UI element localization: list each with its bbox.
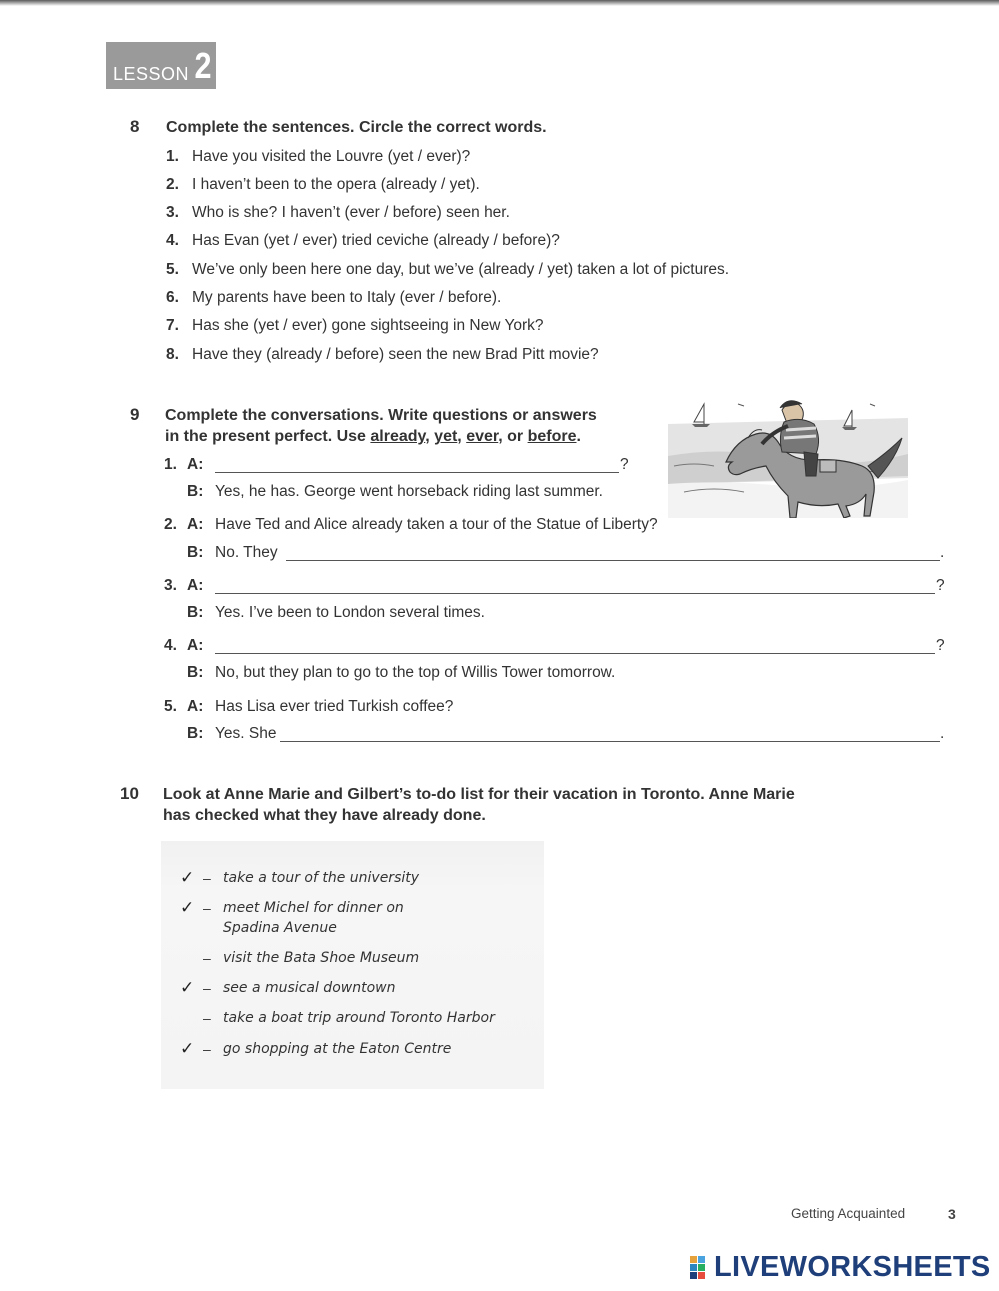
conv-5-b-end: . (940, 725, 945, 742)
conv-5-a-text: Has Lisa ever tried Turkish coffee? (215, 698, 454, 715)
conv-1-number: 1. (164, 456, 177, 473)
item-number: 4. (166, 232, 179, 249)
exercise-9-title-line1: Complete the conversations. Write questions or answers (165, 407, 597, 424)
conv-3-b-label: B: (187, 604, 204, 621)
lesson-number: 2 (194, 45, 212, 86)
ex8-item-1 (166, 148, 470, 166)
title-or: , or (498, 428, 524, 445)
word-already: already (370, 428, 426, 445)
conv-3-a-end: ? (936, 577, 945, 594)
exercise-8-title: Complete the sentences. Circle the correct words. (166, 119, 547, 136)
item-number: 6. (166, 289, 179, 306)
conv-5-b-answer-line[interactable] (280, 741, 940, 742)
item-text[interactable]: Has Evan (yet / ever) tried ceviche (already / before)? (192, 232, 560, 249)
todo-dash: – (203, 900, 211, 916)
item-number: 5. (166, 261, 179, 278)
item-text[interactable]: Have they (already / before) seen the new Brad Pitt movie? (192, 346, 599, 363)
footer-section-title: Getting Acquainted (791, 1206, 906, 1221)
lesson-tab (106, 42, 216, 89)
conv-4-a-label: A: (187, 637, 204, 654)
ex8-item-8 (166, 346, 599, 364)
item-number: 1. (166, 148, 179, 165)
check-icon: ✓ (180, 898, 195, 917)
todo-item-2: meet Michel for dinner on (223, 900, 404, 916)
todo-item-3: visit the Bata Shoe Museum (223, 950, 420, 966)
item-number: 2. (166, 176, 179, 193)
conv-1-a-end: ? (620, 456, 629, 473)
todo-dash: – (203, 1041, 211, 1057)
title-period: . (576, 428, 581, 445)
conv-2-a-text: Have Ted and Alice already taken a tour of the Statue of Liberty? (215, 516, 658, 533)
conv-3-number: 3. (164, 577, 177, 594)
conv-5-number: 5. (164, 698, 177, 715)
liveworksheets-grid-icon (690, 1256, 716, 1282)
item-text[interactable]: Has she (yet / ever) gone sightseeing in New York? (192, 317, 544, 334)
ex8-item-4 (166, 232, 560, 250)
exercise-10-number: 10 (120, 784, 139, 803)
conv-5-b-text: Yes. She (215, 725, 277, 742)
conv-1-b-text: Yes, he has. George went horseback riding last summer. (215, 483, 603, 500)
conv-3-b-text: Yes. I’ve been to London several times. (215, 604, 485, 621)
conv-3-a-answer-line[interactable] (215, 593, 935, 594)
item-number: 7. (166, 317, 179, 334)
conv-4-number: 4. (164, 637, 177, 654)
item-number: 8. (166, 346, 179, 363)
check-icon: ✓ (180, 868, 195, 887)
word-yet: yet (434, 428, 458, 445)
word-ever: ever (466, 428, 499, 445)
exercise-10-title-line1: Look at Anne Marie and Gilbert’s to-do list for their vacation in Toronto. Anne Marie (163, 786, 795, 803)
ex8-item-2 (166, 176, 480, 194)
todo-dash: – (203, 870, 211, 886)
conv-1-b-label: B: (187, 483, 204, 500)
conv-4-a-end: ? (936, 637, 945, 654)
item-number: 3. (166, 204, 179, 221)
item-text[interactable]: Who is she? I haven’t (ever / before) seen her. (192, 204, 510, 221)
conv-4-a-answer-line[interactable] (215, 653, 935, 654)
conv-5-a-label: A: (187, 698, 204, 715)
ex8-item-3 (166, 204, 510, 222)
horseback-riding-illustration (664, 396, 910, 518)
conv-3-a-label: A: (187, 577, 204, 594)
page-top-edge (0, 0, 999, 6)
liveworksheets-wordmark: LIVEWORKSHEETS (714, 1251, 991, 1283)
todo-dash: – (203, 1010, 211, 1026)
conv-2-b-text: No. They (215, 544, 278, 561)
lesson-label: LESSON (113, 64, 190, 84)
conv-2-b-end: . (940, 544, 945, 561)
todo-item-1: take a tour of the university (223, 870, 420, 886)
ex8-item-5 (166, 261, 729, 279)
conv-2-b-answer-line[interactable] (286, 560, 940, 561)
conv-4-b-label: B: (187, 664, 204, 681)
conv-1-a-answer-line[interactable] (215, 472, 619, 473)
page-number: 3 (948, 1206, 956, 1222)
exercise-9-number: 9 (130, 405, 140, 424)
check-icon: ✓ (180, 978, 195, 997)
word-before: before (527, 428, 577, 445)
item-text[interactable]: Have you visited the Louvre (yet / ever)? (192, 148, 471, 165)
conv-2-number: 2. (164, 516, 177, 533)
conv-1-a-label: A: (187, 456, 204, 473)
conv-2-a-label: A: (187, 516, 204, 533)
todo-item-4: see a musical downtown (223, 980, 396, 996)
todo-item-5: take a boat trip around Toronto Harbor (223, 1010, 495, 1026)
conv-4-b-text: No, but they plan to go to the top of Willis Tower tomorrow. (215, 664, 616, 681)
item-text[interactable]: My parents have been to Italy (ever / before). (192, 289, 502, 306)
item-text[interactable]: I haven’t been to the opera (already / yet). (192, 176, 480, 193)
conv-5-b-label: B: (187, 725, 204, 742)
title-text: in the present perfect. Use (165, 428, 366, 445)
title-comma: , (457, 428, 462, 445)
check-icon: ✓ (180, 1039, 195, 1058)
todo-item-2-continued: Spadina Avenue (223, 920, 337, 936)
title-comma: , (425, 428, 430, 445)
conv-2-b-label: B: (187, 544, 204, 561)
todo-dash: – (203, 980, 211, 996)
todo-item-6: go shopping at the Eaton Centre (223, 1041, 452, 1057)
exercise-8-number: 8 (130, 117, 140, 136)
exercise-9-title-line2 (165, 426, 581, 447)
ex8-item-7 (166, 317, 544, 335)
ex8-item-6 (166, 289, 501, 307)
item-text[interactable]: We’ve only been here one day, but we’ve (already / yet) taken a lot of pictures. (192, 261, 730, 278)
exercise-10-title-line2: has checked what they have already done. (163, 807, 486, 824)
todo-dash: – (203, 950, 211, 966)
